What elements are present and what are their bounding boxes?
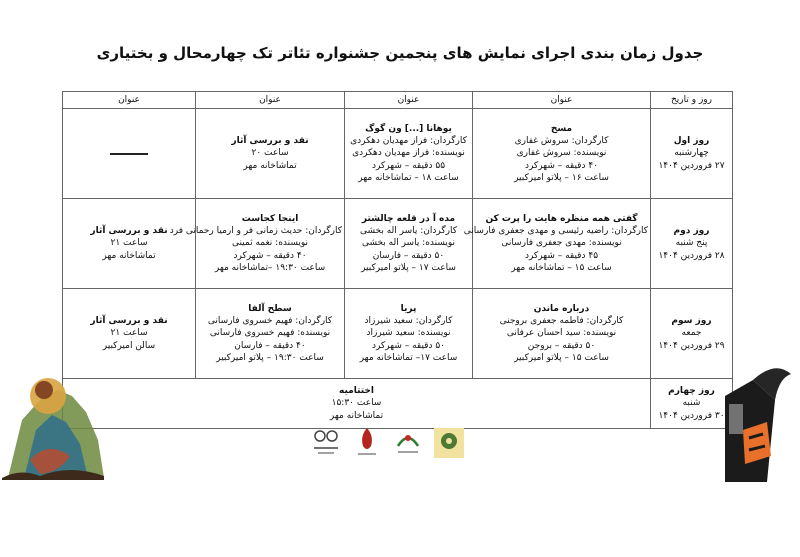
cell-title: مسخ bbox=[550, 123, 573, 134]
cell-line: کارگردان: فراز مهدیان دهکردی bbox=[350, 136, 467, 147]
day-cell bbox=[651, 199, 733, 289]
cell-title: مده آ در قلعه چالشتر bbox=[361, 213, 456, 224]
cell-line: نویسنده: مهدی جعفری فارسانی bbox=[501, 238, 622, 249]
cell-line: کارگردان: راضیه رئیسی و مهدی جعفری فارسانی bbox=[463, 226, 648, 237]
performance-cell bbox=[345, 199, 473, 289]
table-row bbox=[63, 199, 733, 289]
cell-line: کارگردان: سعید شیرزاد bbox=[364, 316, 453, 327]
festival-logo bbox=[705, 360, 800, 485]
header-title: عنوان bbox=[196, 92, 345, 109]
cell-line: ۴۰ دقیقه – فارسان bbox=[234, 340, 306, 351]
schedule-title: جدول زمان بندی اجرای نمایش های پنجمین جشنواره تئاتر تک چهارمحال و بختیاری bbox=[96, 44, 704, 62]
cell-line: ۵۰ دقیقه – فارسان bbox=[372, 250, 445, 261]
cell-line: ساعت ۲۱ bbox=[110, 238, 148, 249]
cell-line: ساعت ۱۶ – پلاتو امیرکبیر bbox=[514, 172, 609, 183]
table-header-row bbox=[63, 92, 733, 109]
table-row bbox=[63, 379, 733, 429]
cell-title: اینجا کجاست bbox=[241, 213, 299, 224]
cell-line: ۵۰ دقیقه – بروجن bbox=[527, 340, 596, 351]
performance-cell bbox=[345, 289, 473, 379]
cell-title: اختتامیه bbox=[338, 386, 374, 397]
cell-line: نویسنده: سعید شیرزاد bbox=[366, 328, 451, 339]
empty-dash bbox=[110, 153, 148, 155]
cell-line: ۵۵ دقیقه – شهرکرد bbox=[371, 160, 446, 171]
cell-line: ۲۷ فروردین ۱۴۰۴ bbox=[658, 160, 725, 171]
cell-title: درباره ماندن bbox=[533, 303, 590, 314]
cell-line: ساعت ۱۵ – پلاتو امیرکبیر bbox=[514, 352, 609, 363]
cell-line: کارگردان: یاسر اله بخشی bbox=[359, 226, 458, 237]
performance-cell bbox=[463, 199, 651, 289]
cell-line: سالن امیرکبیر bbox=[102, 340, 156, 351]
cell-line: تماشاخانه مهر bbox=[102, 250, 156, 261]
cell-line: نویسنده: فراز مهدیان دهکردی bbox=[352, 148, 465, 159]
cell-title: یوهانا [...] ون گوگ bbox=[365, 123, 452, 134]
organization-logo bbox=[310, 426, 342, 456]
cell-line: شنبه bbox=[682, 398, 701, 409]
cell-line: کارگردان: فهیم خسروی فارسانی bbox=[207, 316, 333, 327]
performance-cell bbox=[473, 289, 651, 379]
cell-title: روز سوم bbox=[671, 316, 712, 327]
ministry-emblem bbox=[354, 426, 380, 458]
header-title: عنوان bbox=[63, 92, 196, 109]
cell-title: نقد و بررسی آثار bbox=[231, 136, 309, 147]
cell-line: ساعت ۱۵:۳۰ bbox=[331, 398, 382, 409]
header-title: عنوان bbox=[345, 92, 473, 109]
cell-line: کارگردان: فاطمه جعفری بروجنی bbox=[499, 316, 624, 327]
cell-line: ۴۰ دقیقه – شهرکرد bbox=[524, 160, 599, 171]
cell-line: ۳۰ فروردین ۱۴۰۴ bbox=[658, 410, 725, 421]
organization-logo bbox=[392, 426, 424, 456]
cell-line: نویسنده: فهیم خسروی فارسانی bbox=[209, 328, 331, 339]
performance-cell bbox=[473, 109, 651, 199]
cell-line: ۴۰ دقیقه – شهرکرد bbox=[233, 250, 307, 261]
cell-line: ساعت ۱۷ – پلاتو امیرکبیر bbox=[361, 262, 456, 273]
cell-title: نقد و بررسی آثار bbox=[90, 226, 168, 237]
festival-poster-art bbox=[0, 360, 108, 480]
cell-line: ساعت ۲۱ bbox=[110, 328, 148, 339]
cell-line: جمعه bbox=[681, 328, 702, 339]
cell-line: ۲۸ فروردین ۱۴۰۴ bbox=[658, 250, 725, 261]
cell-title: نقد و بررسی آثار bbox=[90, 316, 168, 327]
performance-cell bbox=[196, 109, 345, 199]
cell-title: روز اول bbox=[673, 136, 710, 147]
header-title: عنوان bbox=[473, 92, 651, 109]
cell-line: ساعت ۱۵ – تماشاخانه مهر bbox=[511, 262, 612, 273]
performance-cell bbox=[169, 199, 345, 289]
day-cell bbox=[651, 109, 733, 199]
performance-cell bbox=[196, 289, 345, 379]
closing-ceremony-cell bbox=[63, 379, 651, 429]
cell-line: پنج شنبه bbox=[675, 238, 708, 249]
performance-cell bbox=[63, 199, 196, 289]
cell-line: کارگردان: سروش غفاری bbox=[514, 136, 609, 147]
cell-line: ساعت ۱۹:۳۰ –تماشاخانه مهر bbox=[214, 262, 326, 273]
cell-line: ۲۹ فروردین ۱۴۰۴ bbox=[658, 340, 725, 351]
cell-line: نویسنده: سروش غفاری bbox=[516, 148, 607, 159]
cell-line: نویسنده: نغمه ثمینی bbox=[231, 238, 309, 249]
schedule-table bbox=[62, 91, 733, 429]
cell-line: چهارشنبه bbox=[674, 148, 709, 159]
performance-cell bbox=[345, 109, 473, 199]
cell-line: تماشاخانه مهر bbox=[329, 410, 384, 421]
cell-line: ۵۰ دقیقه – شهرکرد bbox=[371, 340, 446, 351]
cell-line: ساعت ۱۹:۳۰ – پلاتو امیرکبیر bbox=[216, 352, 324, 363]
table-row bbox=[63, 109, 733, 199]
cell-line: نویسنده: یاسر اله بخشی bbox=[361, 238, 456, 249]
festival-logo bbox=[432, 426, 466, 460]
cell-title: سطح آلفا bbox=[248, 303, 292, 314]
cell-line: نویسنده: سید احسان عرفانی bbox=[506, 328, 617, 339]
performance-cell bbox=[63, 109, 196, 199]
sponsor-logos bbox=[310, 426, 470, 466]
cell-line: ساعت ۲۰ bbox=[251, 148, 289, 159]
cell-title: پریا bbox=[400, 303, 417, 314]
cell-line: ساعت ۱۸ – تماشاخانه مهر bbox=[358, 172, 459, 183]
cell-line: کارگردان: حدیث زمانی فر و ارمیا رحمانی فرد bbox=[169, 226, 342, 237]
header-day-date: روز و تاریخ bbox=[651, 92, 733, 109]
cell-title: روز دوم bbox=[673, 226, 710, 237]
cell-line: تماشاخانه مهر bbox=[243, 160, 297, 171]
cell-line: ساعت ۱۷– تماشاخانه مهر bbox=[359, 352, 458, 363]
cell-title: روز چهارم bbox=[668, 386, 715, 397]
table-row bbox=[63, 289, 733, 379]
cell-title: گفتی همه منظره هایت را پرت کن bbox=[485, 213, 638, 224]
cell-line: ۴۵ دقیقه – شهرکرد bbox=[524, 250, 599, 261]
